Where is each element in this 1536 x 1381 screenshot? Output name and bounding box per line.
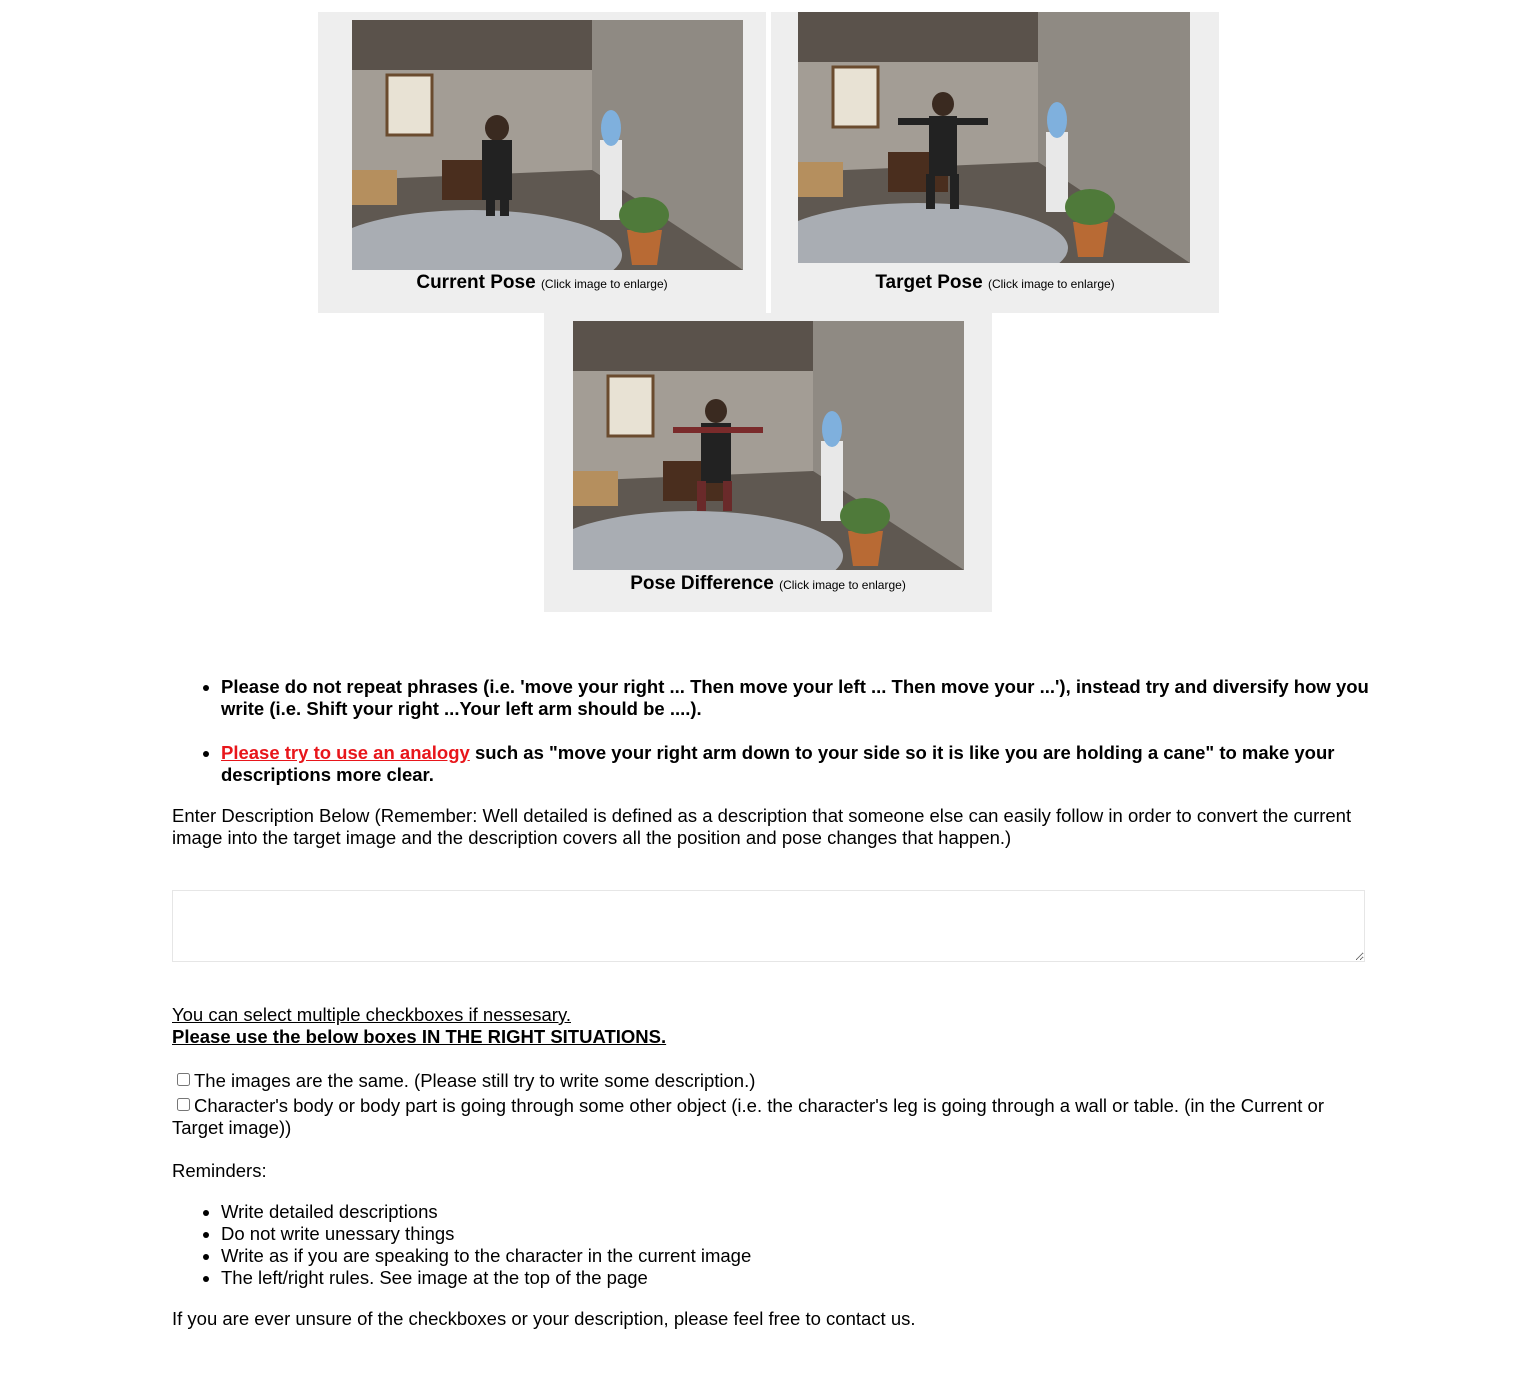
footer-contact: If you are ever unsure of the checkboxes or your description, please feel free to contact us. (172, 1308, 916, 1329)
target-pose-image[interactable] (798, 12, 1190, 263)
target-pose-panel (771, 12, 1219, 313)
description-prompt: Enter Description Below (Remember: Well detailed is defined as a description that someone else can easily follow in order to convert the current image into the target image and the description covers all the position and pose changes that happen.) (172, 805, 1352, 848)
reminder-item: • Write detailed descriptions (221, 1201, 751, 1223)
reminder-item: • Do not write unessary things (221, 1223, 751, 1245)
checkbox-row-same (172, 1070, 1365, 1092)
images-same-checkbox[interactable] (177, 1073, 190, 1086)
reminder-item: • Write as if you are speaking to the character in the current image (221, 1245, 751, 1267)
body-through-object-label: Character's body or body part is going through some other object (i.e. the character's leg is going through a wall or table. (in the Current or Target image)) (172, 1095, 1324, 1138)
current-pose-panel (318, 12, 766, 313)
pose-difference-hint: (Click image to enlarge) (779, 578, 906, 592)
analogy-link[interactable]: Please try to use an analogy (221, 742, 470, 763)
body-through-object-checkbox[interactable] (177, 1098, 190, 1111)
reminders-list (172, 1201, 751, 1289)
instruction-no-repeat: • Please do not repeat phrases (i.e. 'move your right ... Then move your left ... Then move your ...'), instead try and diversify how you write (i.e. Shift your right ...Your left arm should be ....). (221, 676, 1411, 720)
images-same-label: The images are the same. (Please still try to write some description.) (194, 1070, 756, 1091)
instruction-list (172, 676, 1411, 808)
current-pose-caption (318, 272, 766, 294)
current-pose-title: Current Pose (416, 272, 536, 293)
target-pose-caption (771, 272, 1219, 294)
checkbox-note-situations: Please use the below boxes IN THE RIGHT SITUATIONS. (172, 1026, 667, 1047)
pose-difference-title: Pose Difference (630, 573, 774, 594)
description-textarea[interactable] (172, 890, 1365, 962)
pose-difference-image[interactable] (573, 321, 964, 570)
analogy-text: such as "move your right arm down to your side so it is like you are holding a cane" to make your descriptions more clear. (221, 742, 1335, 785)
checkbox-group (172, 1070, 1365, 1139)
checkbox-note-multiple: You can select multiple checkboxes if nessesary. (172, 1004, 571, 1025)
target-pose-hint: (Click image to enlarge) (987, 277, 1115, 291)
reminder-item: • The left/right rules. See image at the top of the page (221, 1267, 751, 1289)
instruction-analogy (221, 742, 1411, 786)
current-pose-image[interactable] (352, 20, 743, 270)
checkbox-note (172, 1004, 666, 1048)
pose-difference-caption (544, 573, 992, 595)
target-pose-title: Target Pose (875, 272, 983, 293)
current-pose-hint: (Click image to enlarge) (540, 277, 668, 291)
pose-difference-panel (544, 313, 992, 612)
reminders-heading: Reminders: (172, 1160, 267, 1181)
checkbox-row-clipping (172, 1095, 1365, 1139)
